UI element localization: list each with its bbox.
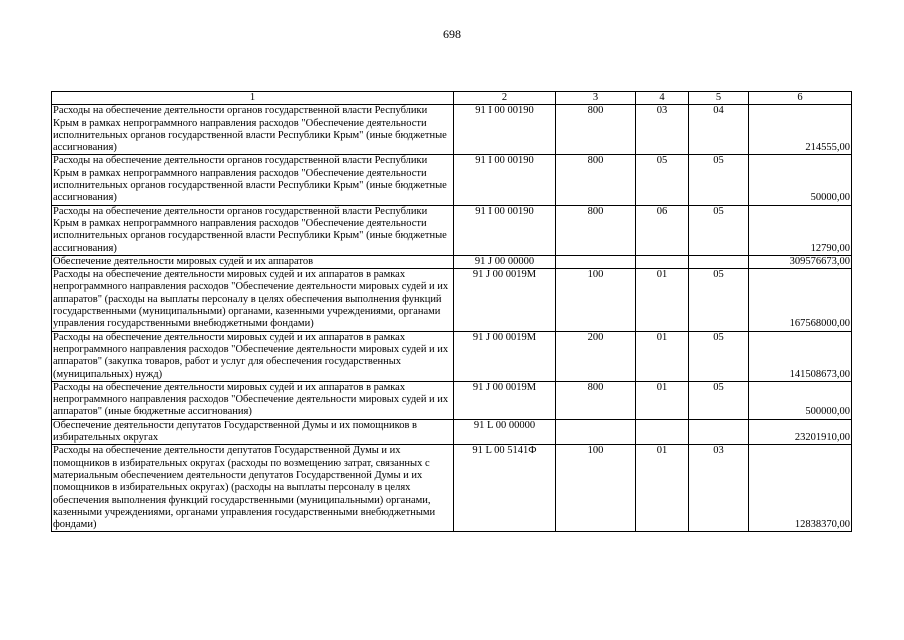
row-amount: 141508673,00	[749, 331, 852, 381]
row-section: 03	[636, 105, 689, 155]
row-section: 01	[636, 269, 689, 331]
row-type: 800	[556, 105, 636, 155]
row-subsection: 05	[689, 205, 749, 255]
row-code: 91 I 00 00190	[454, 105, 556, 155]
row-subsection	[689, 419, 749, 445]
column-header: 5	[689, 92, 749, 105]
column-header: 4	[636, 92, 689, 105]
row-amount: 12838370,00	[749, 445, 852, 532]
row-code: 91 L 00 5141Ф	[454, 445, 556, 532]
column-header: 2	[454, 92, 556, 105]
row-description: Расходы на обеспечение деятельности органов государственной власти Республики Крым в рамках непрограммного направления расходов "Обеспечение деятельности исполнительных органов государственной власти Республики Крым" (иные бюджетные ассигнования)	[52, 205, 454, 255]
table-row	[52, 105, 852, 155]
row-type: 800	[556, 381, 636, 419]
row-code: 91 J 00 0019M	[454, 381, 556, 419]
row-description: Расходы на обеспечение деятельности депутатов Государственной Думы и их помощников в избирательных округах (расходы по возмещению затрат, связанных с материальным обеспечением деятельности депутатов Государственной Думы и их помощников в избирательных округах) (расходы на выплаты персоналу в целях обеспечения выполнения функций государственными (муниципальными) органами, казенными учреждениями, органами управления государственными внебюджетными фондами)	[52, 445, 454, 532]
row-code: 91 J 00 00000	[454, 255, 556, 268]
table-row	[52, 419, 852, 445]
row-type: 100	[556, 445, 636, 532]
row-section	[636, 255, 689, 268]
table-row	[52, 331, 852, 381]
row-amount: 214555,00	[749, 105, 852, 155]
row-amount: 23201910,00	[749, 419, 852, 445]
row-type: 800	[556, 205, 636, 255]
column-header: 3	[556, 92, 636, 105]
row-description: Расходы на обеспечение деятельности мировых судей и их аппаратов в рамках непрограммного направления расходов "Обеспечение деятельности мировых судей и их аппаратов" (иные бюджетные ассигнования)	[52, 381, 454, 419]
row-subsection: 05	[689, 381, 749, 419]
row-code: 91 J 00 0019M	[454, 269, 556, 331]
row-amount: 309576673,00	[749, 255, 852, 268]
row-code: 91 L 00 00000	[454, 419, 556, 445]
row-description: Обеспечение деятельности депутатов Государственной Думы и их помощников в избирательных округах	[52, 419, 454, 445]
row-description: Расходы на обеспечение деятельности органов государственной власти Республики Крым в рамках непрограммного направления расходов "Обеспечение деятельности исполнительных органов государственной власти Республики Крым" (иные бюджетные ассигнования)	[52, 155, 454, 205]
row-subsection: 03	[689, 445, 749, 532]
table-row	[52, 445, 852, 532]
row-description: Расходы на обеспечение деятельности мировых судей и их аппаратов в рамках непрограммного направления расходов "Обеспечение деятельности мировых судей и их аппаратов" (расходы на выплаты персоналу в целях обеспечения выполнения функций государственными (муниципальными) органами, казенными учреждениями, органами управления государственными внебюджетными фондами)	[52, 269, 454, 331]
row-subsection: 05	[689, 155, 749, 205]
row-subsection: 05	[689, 331, 749, 381]
row-section: 01	[636, 445, 689, 532]
row-subsection: 04	[689, 105, 749, 155]
page-number: 698	[443, 27, 461, 41]
table-header-row	[52, 92, 852, 105]
row-description: Расходы на обеспечение деятельности мировых судей и их аппаратов в рамках непрограммного направления расходов "Обеспечение деятельности мировых судей и их аппаратов" (закупка товаров, работ и услуг для обеспечения государственных (муниципальных) нужд)	[52, 331, 454, 381]
row-description: Расходы на обеспечение деятельности органов государственной власти Республики Крым в рамках непрограммного направления расходов "Обеспечение деятельности исполнительных органов государственной власти Республики Крым" (иные бюджетные ассигнования)	[52, 105, 454, 155]
row-code: 91 J 00 0019M	[454, 331, 556, 381]
row-section	[636, 419, 689, 445]
row-amount: 50000,00	[749, 155, 852, 205]
row-subsection: 05	[689, 269, 749, 331]
row-code: 91 I 00 00190	[454, 205, 556, 255]
row-description: Обеспечение деятельности мировых судей и их аппаратов	[52, 255, 454, 268]
table-row	[52, 155, 852, 205]
row-section: 05	[636, 155, 689, 205]
row-amount: 167568000,00	[749, 269, 852, 331]
row-amount: 500000,00	[749, 381, 852, 419]
row-amount: 12790,00	[749, 205, 852, 255]
row-code: 91 I 00 00190	[454, 155, 556, 205]
row-section: 01	[636, 381, 689, 419]
row-type	[556, 419, 636, 445]
budget-table	[51, 91, 852, 532]
row-section: 06	[636, 205, 689, 255]
row-section: 01	[636, 331, 689, 381]
column-header: 6	[749, 92, 852, 105]
table-row	[52, 205, 852, 255]
column-header: 1	[52, 92, 454, 105]
row-type	[556, 255, 636, 268]
row-type: 100	[556, 269, 636, 331]
row-type: 200	[556, 331, 636, 381]
table-row	[52, 381, 852, 419]
table-row	[52, 269, 852, 331]
row-type: 800	[556, 155, 636, 205]
table-row	[52, 255, 852, 268]
row-subsection	[689, 255, 749, 268]
